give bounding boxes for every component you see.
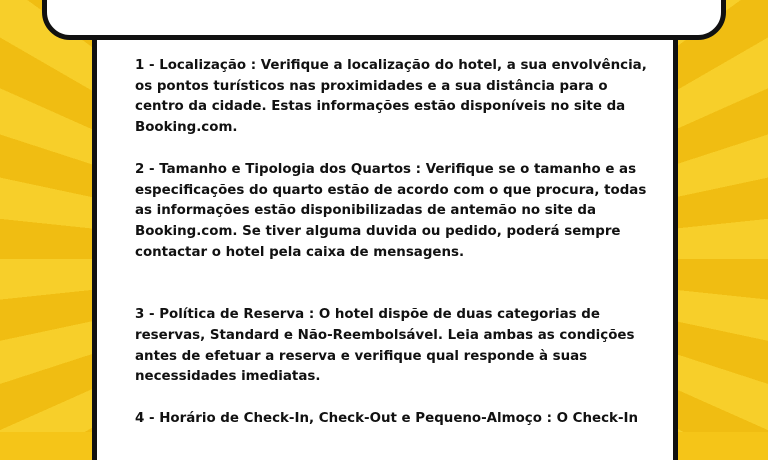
title-banner (42, 0, 726, 40)
title-text (47, 27, 721, 33)
section-horario: 4 - Horário de Check-In, Check-Out e Pequeno-Almoço : O Check-In (135, 411, 639, 427)
content-card (92, 40, 678, 460)
section-tamanho-quartos: 2 - Tamanho e Tipologia dos Quartos : Verifique se o tamanho e as especificações do quarto estão de acordo com o que procura, todas as informações estão disponibilizadas de antemão no site da Booking.com. Se tiver alguma duvida ou pedido, poderá sempre contactar o hotel pela caixa de mensagens. (135, 161, 647, 260)
section-politica-reserva: 3 - Política de Reserva : O hotel dispõe de duas categorias de reservas, Standard e Não-Reembolsável. Leia ambas as condições antes de efetuar a reserva e verifique qual responde à suas necessidades imediatas. (135, 307, 635, 385)
section-localizacao: 1 - Localização : Verifique a localização do hotel, a sua envolvência, os pontos turísticos nas proximidades e a sua distância para o centro da cidade. Estas informações estão disponíveis no site da Booking.com. (135, 58, 647, 136)
content-text (135, 56, 649, 451)
